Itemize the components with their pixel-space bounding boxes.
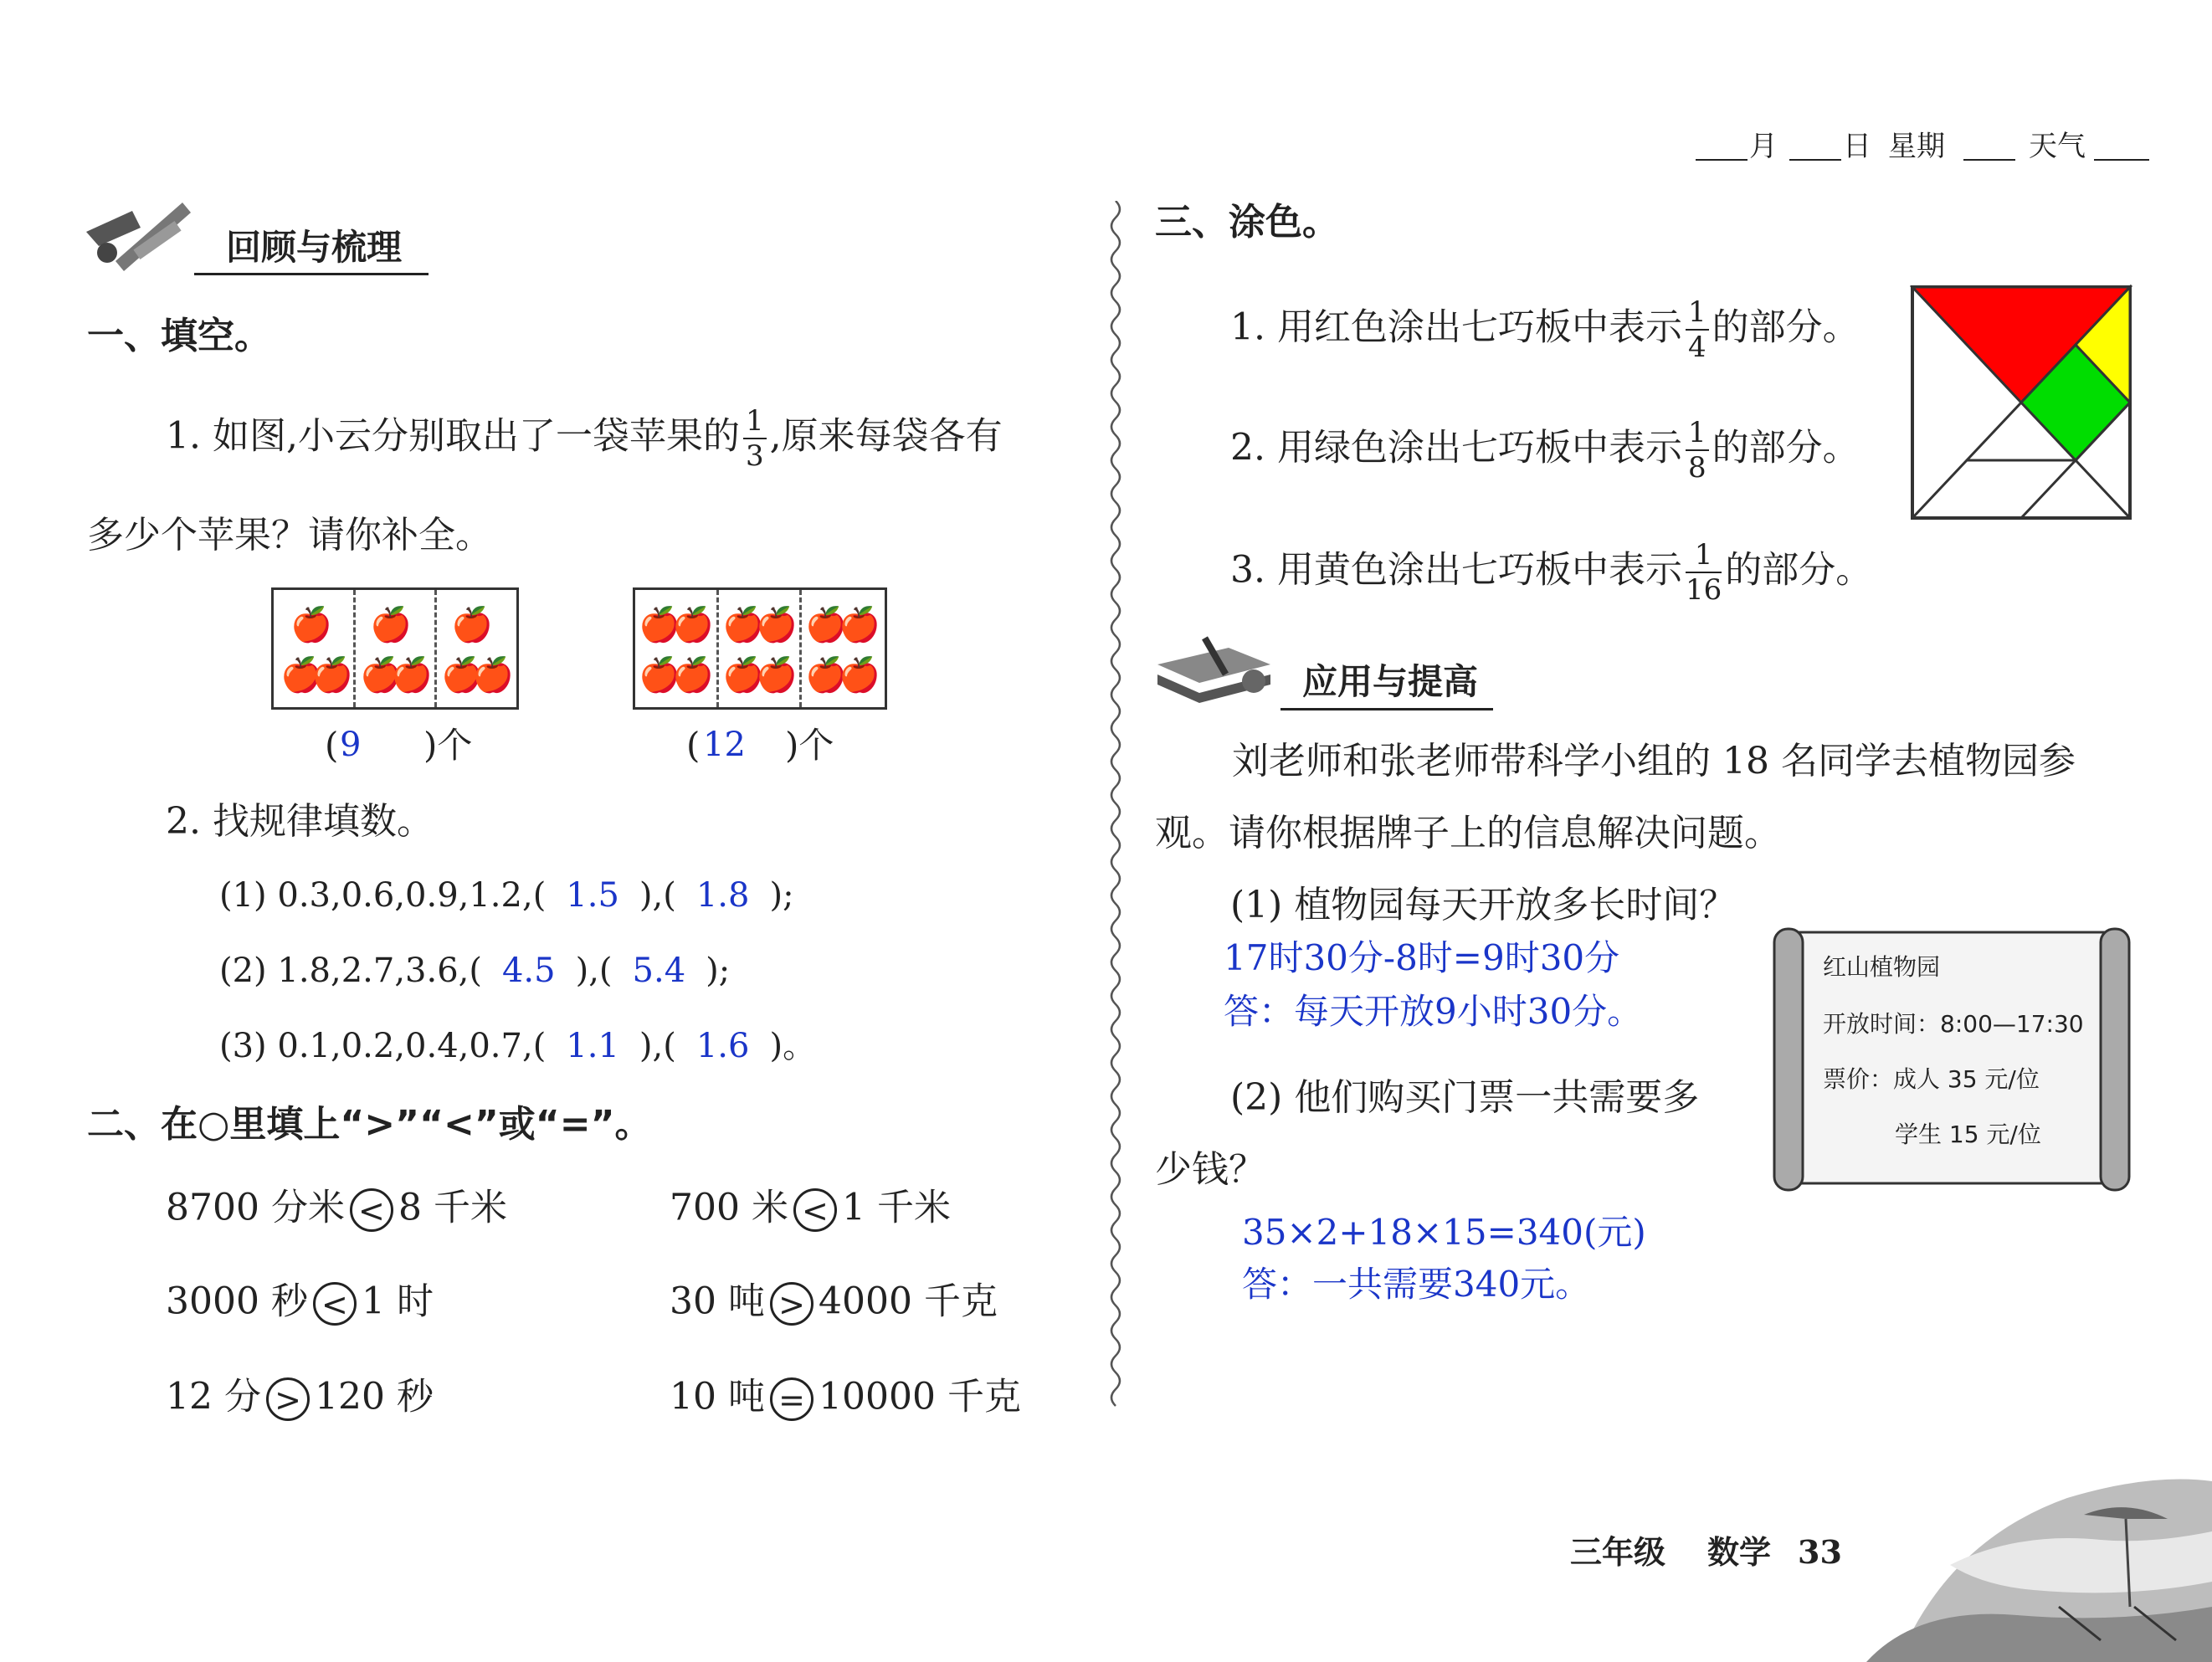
question-1-suffix: ,原来每袋各有 [769,414,1003,458]
tangram-figure[interactable] [1910,285,2132,521]
fraction-numerator: 1 [1686,541,1722,573]
apple-icon: 🍎 [672,656,714,695]
answer-box-1[interactable]: 9 [340,726,362,764]
apple-icon: 🍎 [280,656,322,695]
problem-2-calc[interactable]: 35×2+18×15=340(元) [1242,1212,1646,1253]
question-1-prefix: 1. 如图,小云分别取出了一袋苹果的 [166,414,740,458]
compare-right-value: 8 千米 [398,1186,507,1229]
sequence-2-mid: ),( [575,952,613,990]
compare-row-3-left [166,1377,434,1421]
sign-price-adult: 票价：成人 35 元/位 [1823,1065,2040,1093]
sequence-3-prefix: (3) 0.1,0.2,0.4,0.7,( [219,1027,547,1065]
sequence-1-mid: ),( [639,876,676,915]
color-item-2 [1230,416,1860,485]
fraction-numerator: 1 [1686,298,1709,331]
sign-price-student: 学生 15 元/位 [1895,1121,2041,1148]
review-title-underline [194,273,429,275]
compare-left-value: 700 米 [670,1186,788,1229]
fraction-denominator: 3 [745,439,764,473]
compare-left-value: 12 分 [166,1375,261,1418]
sequence-3-end: )。 [769,1027,817,1065]
sequence-1-end: ); [769,876,794,915]
answer-paren-open: ( [686,725,701,766]
apple-box-three-bags [271,587,519,710]
apply-title: 应用与提高 [1302,661,1479,702]
footer-grade: 三年级 [1570,1534,1666,1571]
compare-row-2-left [166,1282,434,1326]
problem-2-answer[interactable]: 答：一共需要340元。 [1242,1264,1591,1305]
color-item-suffix: 的部分。 [1725,548,1873,592]
tools-icon [82,194,199,278]
apply-title-underline [1280,708,1493,710]
sequence-3-answer-a[interactable]: 1.1 [566,1027,619,1065]
compare-left-value: 10 吨 [670,1375,765,1418]
compare-left-value: 8700 分米 [166,1186,345,1229]
fraction-denominator: 8 [1687,451,1706,485]
compare-circle[interactable]: = [770,1377,813,1421]
story-line-1: 刘老师和张老师带科学小组的 18 名同学去植物园参 [1232,740,2076,782]
apple-icon: 🍎 [639,656,680,695]
apple-icon: 🍎 [722,656,764,695]
compare-right-value: 10000 千克 [818,1375,1021,1418]
weather-blank[interactable] [2094,157,2149,161]
day-blank[interactable] [1789,157,1841,161]
story-line-2: 观。请你根据牌子上的信息解决问题。 [1155,812,1781,854]
sequence-2-answer-a[interactable]: 4.5 [501,952,556,990]
books-icon [1153,631,1279,715]
garden-sign-scroll [1768,926,2134,1195]
sign-hours: 开放时间：8:00—17:30 [1823,1010,2084,1038]
answer-box-2[interactable]: 12 [703,726,746,764]
problem-2-question-line2: 少钱？ [1155,1148,1265,1191]
apple-icon: 🍎 [756,656,798,695]
apple-icon: 🍎 [441,656,483,695]
problem-1-answer[interactable]: 答：每天开放9小时30分。 [1224,991,1643,1032]
apple-icon: 🍎 [672,606,714,644]
apple-icon: 🍎 [805,656,847,695]
color-item-prefix: 3. 用黄色涂出七巧板中表示 [1230,548,1682,592]
compare-circle[interactable]: < [350,1188,393,1232]
beach-scene-illustration [1850,1439,2212,1662]
apple-icon: 🍎 [451,606,493,644]
compare-left-value: 30 吨 [670,1280,765,1323]
apple-icon: 🍎 [391,656,433,695]
fraction-one-eighth [1686,416,1709,485]
sequence-2-answer-b[interactable]: 5.4 [632,952,686,990]
color-item-suffix: 的部分。 [1712,305,1860,349]
question-1-line2: 多少个苹果？请你补全。 [87,514,492,557]
sequence-2-end: ); [706,952,731,990]
apple-icon: 🍎 [756,606,798,644]
apple-icon: 🍎 [722,606,764,644]
question-1 [166,404,1003,473]
page-header [1691,127,2159,169]
compare-row-2-right [670,1282,998,1326]
apple-icon: 🍎 [290,606,332,644]
apple-icon: 🍎 [472,656,514,695]
compare-right-value: 1 时 [361,1280,434,1323]
fraction-numerator: 1 [1686,418,1709,451]
sequence-1-answer-a[interactable]: 1.5 [566,876,619,915]
sequence-3-answer-b[interactable]: 1.6 [695,1027,750,1065]
month-blank[interactable] [1696,157,1748,161]
answer-unit-2: )个 [785,725,834,766]
compare-row-1-right [670,1188,951,1232]
weekday-label: 星期 [1888,130,1945,163]
sequence-2 [219,952,731,990]
question-2-title: 2. 找规律填数。 [166,800,434,843]
apple-icon: 🍎 [311,656,353,695]
compare-circle[interactable]: > [770,1282,813,1326]
compare-right-value: 1 千米 [841,1186,951,1229]
compare-row-3-right [670,1377,1021,1421]
apple-icon: 🍎 [639,606,680,644]
apple-icon: 🍎 [839,656,880,695]
sequence-3-mid: ),( [639,1027,676,1065]
compare-right-value: 4000 千克 [818,1280,998,1323]
section-fill-blank-title: 一、填空。 [87,315,271,357]
footer-subject: 数学 [1707,1534,1772,1571]
apple-icon: 🍎 [370,606,412,644]
month-label: 月 [1749,130,1778,163]
compare-circle[interactable]: < [793,1188,837,1232]
compare-left-value: 3000 秒 [166,1280,308,1323]
weather-label: 天气 [2029,130,2086,163]
compare-circle[interactable]: > [266,1377,310,1421]
answer-unit-1: )个 [423,725,473,766]
apple-icon: 🍎 [839,606,880,644]
fraction-denominator: 4 [1687,331,1706,364]
sequence-1-answer-b[interactable]: 1.8 [695,876,750,915]
problem-1-calc[interactable]: 17时30分-8时=9时30分 [1224,937,1620,978]
answer-paren-open: ( [325,725,339,766]
sign-name: 红山植物园 [1823,953,1941,981]
compare-right-value: 120 秒 [314,1375,434,1418]
sequence-1-prefix: (1) 0.3,0.6,0.9,1.2,( [219,876,547,915]
fraction-one-quarter [1686,295,1709,364]
section-coloring-title: 三、涂色。 [1155,201,1339,244]
apple-icon: 🍎 [360,656,402,695]
sequence-2-prefix: (2) 1.8,2.7,3.6,( [219,952,482,990]
fraction-one-sixteenth [1685,538,1722,607]
color-item-1 [1230,295,1860,364]
sequence-3 [219,1029,816,1063]
color-item-3 [1230,538,1873,607]
apple-box-four-per-part [633,587,887,710]
problem-2-question-line1: (2) 他们购买门票一共需要多 [1230,1076,1700,1119]
color-item-prefix: 2. 用绿色涂出七巧板中表示 [1230,426,1682,469]
apple-icon: 🍎 [805,606,847,644]
sequence-1 [219,876,794,915]
section-compare-title: 二、在○里填上“>”“<”或“=”。 [87,1103,652,1146]
color-item-suffix: 的部分。 [1712,426,1860,469]
problem-1-question: (1) 植物园每天开放多长时间？ [1230,884,1737,926]
review-title: 回顾与梳理 [226,227,403,268]
page-number: 33 [1798,1533,1842,1571]
wavy-divider [1103,201,1128,1439]
day-label: 日 [1843,130,1871,163]
color-item-prefix: 1. 用红色涂出七巧板中表示 [1230,305,1682,349]
weekday-blank[interactable] [1963,157,2015,161]
fraction-denominator: 16 [1685,573,1722,607]
compare-row-1-left [166,1188,507,1232]
fraction-numerator: 1 [743,407,767,439]
compare-circle[interactable]: < [313,1282,357,1326]
fraction-one-third [743,404,767,473]
